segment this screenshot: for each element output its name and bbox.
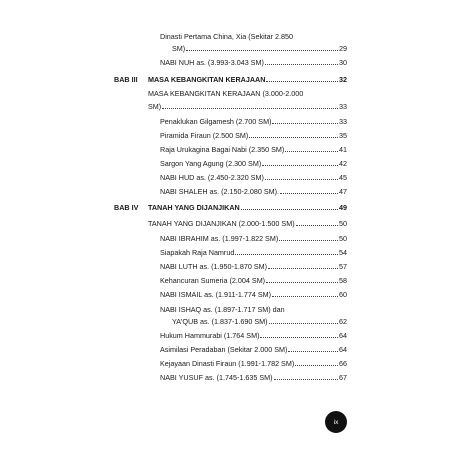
chapter-heading xyxy=(148,203,347,212)
toc-entry-title: NABI SHALEH as. (2.150-2.080 SM). xyxy=(160,187,280,196)
leader-dots xyxy=(249,131,338,138)
toc-entry-title: Kejayaan Dinasti Firaun (1.991-1.782 SM) xyxy=(160,359,295,368)
toc-entry-page: 62 xyxy=(339,317,347,326)
leader-dots xyxy=(186,44,338,51)
toc-entry-title: Siapakah Raja Namrud xyxy=(160,248,235,257)
leader-dots xyxy=(162,102,338,109)
toc-entry-page: 29 xyxy=(339,44,347,53)
leader-dots xyxy=(274,373,338,380)
chapter-title: TANAH YANG DIJANJIKAN xyxy=(148,203,240,212)
toc-entry-page: 45 xyxy=(339,173,347,182)
toc-entry xyxy=(160,248,347,257)
toc-entry xyxy=(160,290,347,299)
toc-entry xyxy=(160,345,347,354)
toc-entry xyxy=(160,145,347,154)
toc-entry-page: 58 xyxy=(339,276,347,285)
toc-entry xyxy=(160,331,347,340)
chapter-title: MASA KEBANGKITAN KERAJAAN xyxy=(148,75,266,84)
toc-entry-page: 50 xyxy=(339,234,347,243)
toc-entry-title: NABI NUH as. (3.993-3.043 SM) xyxy=(160,58,264,67)
toc-entry-page: 30 xyxy=(339,58,347,67)
toc-entry-page: 67 xyxy=(339,373,347,382)
toc-entry xyxy=(160,262,347,271)
toc-entry xyxy=(172,317,347,326)
leader-dots xyxy=(279,234,338,241)
toc-entry-page: 64 xyxy=(339,345,347,354)
toc-entry xyxy=(160,187,347,196)
leader-dots xyxy=(288,345,338,352)
toc-entry-title: NABI YUSUF as. (1.745-1.635 SM) xyxy=(160,373,273,382)
leader-dots xyxy=(295,359,338,366)
toc-entry-title: YA'QUB as. (1.837-1.690 SM) xyxy=(172,317,268,326)
leader-dots xyxy=(272,117,338,124)
toc-entry-page: 41 xyxy=(339,145,347,154)
toc-entry-title: SM) xyxy=(148,102,162,111)
leader-dots xyxy=(272,290,338,297)
toc-entry-title: TANAH YANG DIJANJIKAN (2.000-1.500 SM) xyxy=(148,219,295,228)
toc-entry-page: 35 xyxy=(339,131,347,140)
toc-entry xyxy=(148,102,347,111)
toc-entry-title: NABI HUD as. (2.450-2.320 SM) xyxy=(160,173,264,182)
leader-dots xyxy=(280,187,338,194)
toc-entry-title: Asimilasi Peradaban (Sekitar 2.000 SM) xyxy=(160,345,288,354)
toc-entry xyxy=(160,373,347,382)
toc-entry-wrap: MASA KEBANGKITAN KERAJAAN (3.000-2.000 xyxy=(148,89,304,98)
leader-dots xyxy=(266,75,338,82)
toc-entry-title: NABI LUTH as. (1.950-1.870 SM) xyxy=(160,262,268,271)
toc-entry-page: 50 xyxy=(339,219,347,228)
leader-dots xyxy=(265,58,338,65)
toc-entry-title: Raja Urukagina Bagai Nabi (2.350 SM) xyxy=(160,145,285,154)
toc-entry-page: 47 xyxy=(339,187,347,196)
toc-entry-title: Penaklukan Gilgamesh (2.700 SM) xyxy=(160,117,272,126)
toc-entry-page: 57 xyxy=(339,262,347,271)
toc-entry xyxy=(160,131,347,140)
toc-entry xyxy=(172,44,347,53)
chapter-code: BAB IV xyxy=(114,203,139,212)
leader-dots xyxy=(285,145,338,152)
leader-dots xyxy=(262,159,338,166)
toc-entry xyxy=(148,219,347,228)
leader-dots xyxy=(260,331,338,338)
toc-entry-page: 33 xyxy=(339,102,347,111)
toc-entry-page: 66 xyxy=(339,359,347,368)
leader-dots xyxy=(268,262,338,269)
leader-dots xyxy=(266,276,338,283)
chapter-page: 49 xyxy=(339,203,347,212)
leader-dots xyxy=(241,203,338,210)
toc-entry xyxy=(160,58,347,67)
page-number-badge: ix xyxy=(325,411,347,433)
toc-entry-title: Piramida Firaun (2.500 SM) xyxy=(160,131,249,140)
toc-entry-page: 54 xyxy=(339,248,347,257)
chapter-heading xyxy=(148,75,347,84)
toc-entry xyxy=(160,173,347,182)
toc-entry-page: 42 xyxy=(339,159,347,168)
toc-entry-title: NABI ISMAIL as. (1.911-1.774 SM) xyxy=(160,290,272,299)
toc-entry xyxy=(160,117,347,126)
toc-entry xyxy=(160,359,347,368)
toc-entry-title: NABI IBRAHIM as. (1.997-1.822 SM) xyxy=(160,234,279,243)
toc-entry-page: 33 xyxy=(339,117,347,126)
toc-entry xyxy=(160,234,347,243)
toc-entry xyxy=(160,276,347,285)
toc-entry-wrap: NABI ISHAQ as. (1.897-1.717 SM) dan xyxy=(160,305,285,314)
toc-entry-title: SM) xyxy=(172,44,186,53)
leader-dots xyxy=(269,317,338,324)
leader-dots xyxy=(296,219,338,226)
leader-dots xyxy=(265,173,338,180)
toc-entry-page: 60 xyxy=(339,290,347,299)
leader-dots xyxy=(235,248,338,255)
toc-entry xyxy=(160,159,347,168)
toc-entry-title: Hukum Hammurabi (1.764 SM) xyxy=(160,331,260,340)
chapter-page: 32 xyxy=(339,75,347,84)
chapter-code: BAB III xyxy=(114,75,138,84)
toc-entry-wrap: Dinasti Pertama China, Xia (Sekitar 2.850 xyxy=(160,32,294,41)
toc-entry-page: 64 xyxy=(339,331,347,340)
toc-entry-title: Kehancuran Sumeria (2.004 SM) xyxy=(160,276,266,285)
toc-entry-title: Sargon Yang Agung (2.300 SM) xyxy=(160,159,262,168)
